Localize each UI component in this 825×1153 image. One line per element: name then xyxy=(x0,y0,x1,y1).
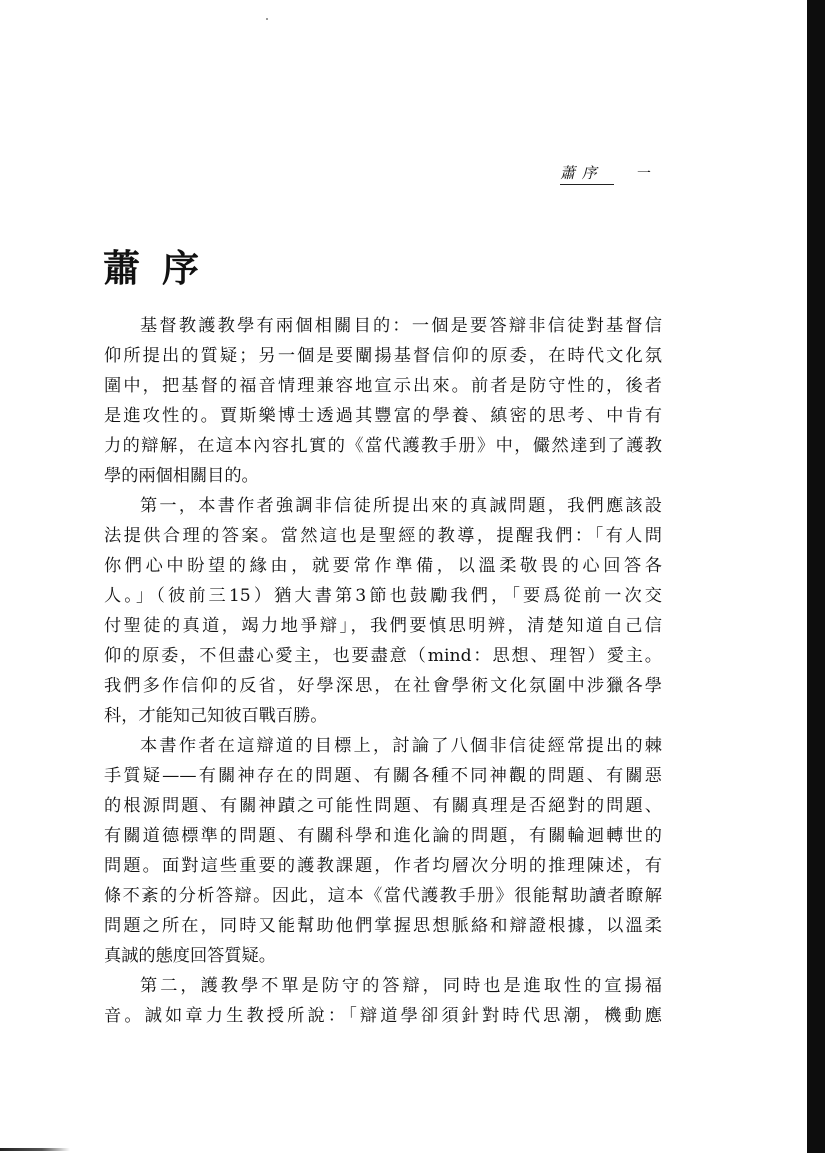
text-line: 條不紊的分析答辯。因此，這本《當代護教手册》很能幫助讀者瞭解 xyxy=(104,886,662,906)
text-line: 手質疑——有關神存在的問題、有關各種不同神觀的問題、有關惡 xyxy=(104,766,662,786)
scan-smudge xyxy=(0,1148,70,1151)
running-head-title: 蕭 序 xyxy=(560,164,598,182)
text-line: 法提供合理的答案。當然這也是聖經的教導，提醒我們：「有人問 xyxy=(104,526,662,546)
text-line: 圍中，把基督的福音情理兼容地宣示出來。前者是防守性的，後者 xyxy=(104,376,662,396)
running-head-underline xyxy=(560,184,614,185)
scan-speck xyxy=(266,18,268,20)
text-line: 我們多作信仰的反省，好學深思，在社會學術文化氛圍中涉獵各學 xyxy=(104,676,662,696)
text-line: 付聖徒的真道，竭力地爭辯」，我們要慎思明辨，清楚知道自己信 xyxy=(104,616,662,636)
text-line: 是進攻性的。賈斯樂博士透過其豐富的學養、縝密的思考、中肯有 xyxy=(104,406,662,426)
text-line: 力的辯解，在這本內容扎實的《當代護教手册》中，儼然達到了護教 xyxy=(104,436,662,456)
text-line: 學的兩個相關目的。 xyxy=(104,466,259,486)
text-line: 第一，本書作者強調非信徒所提出來的真誠問題，我們應該設 xyxy=(140,496,662,516)
text-line: 人。」（彼前三15）猶大書第3節也鼓勵我們，「要爲從前一次交 xyxy=(104,586,662,606)
text-line: 基督教護教學有兩個相關目的：一個是要答辯非信徒對基督信 xyxy=(140,316,662,336)
running-head xyxy=(560,162,652,183)
text-line: 本書作者在這辯道的目標上，討論了八個非信徒經常提出的棘 xyxy=(140,736,662,756)
text-line: 你們心中盼望的緣由，就要常作準備，以溫柔敬畏的心回答各 xyxy=(104,556,662,576)
text-line: 仰的原委，不但盡心愛主，也要盡意（mind：思想、理智）愛主。 xyxy=(104,646,662,666)
text-line: 的根源問題、有關神蹟之可能性問題、有關真理是否絕對的問題、 xyxy=(104,796,662,816)
text-line: 問題。面對這些重要的護教課題，作者均層次分明的推理陳述，有 xyxy=(104,856,662,876)
body-text xyxy=(104,311,662,1031)
text-line: 問題之所在，同時又能幫助他們掌握思想脈絡和辯證根據，以溫柔 xyxy=(104,916,662,936)
text-line: 有關道德標準的問題、有關科學和進化論的問題，有關輪迴轉世的 xyxy=(104,826,662,846)
text-line: 科，才能知己知彼百戰百勝。 xyxy=(104,706,328,726)
paragraph-4 xyxy=(104,971,662,1031)
paragraph-3 xyxy=(104,731,662,971)
page-title: 蕭序 xyxy=(103,246,221,290)
text-line: 音。誠如章力生教授所說：「辯道學卻須針對時代思潮，機動應 xyxy=(104,1006,662,1026)
paragraph-2 xyxy=(104,491,662,731)
text-line: 第二，護教學不單是防守的答辯，同時也是進取性的宣揚福 xyxy=(140,976,662,996)
paragraph-1 xyxy=(104,311,662,491)
scan-edge-bar xyxy=(807,0,825,1153)
text-line: 真誠的態度回答質疑。 xyxy=(104,946,276,966)
page-number: 一 xyxy=(637,166,652,182)
text-line: 仰所提出的質疑；另一個是要闡揚基督信仰的原委，在時代文化氛 xyxy=(104,346,662,366)
